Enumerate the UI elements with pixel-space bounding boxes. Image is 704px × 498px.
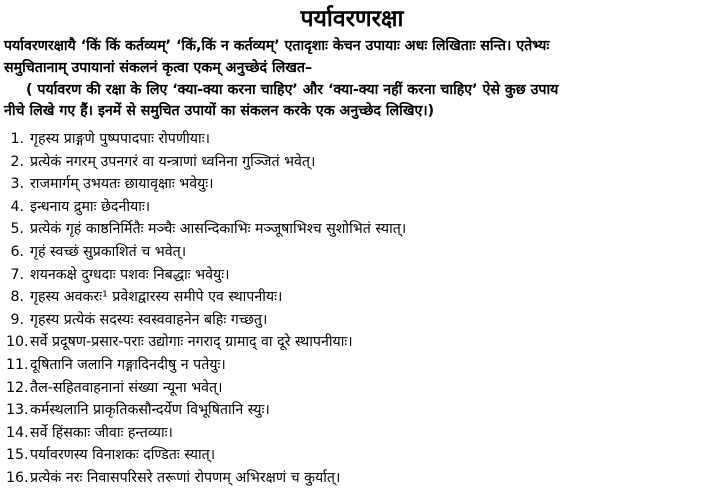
measures-list xyxy=(6,128,700,490)
item-number: 1. xyxy=(10,131,24,147)
item-number: 11. xyxy=(6,356,29,373)
item-text: प्रत्येकं नरः निवासपरिसरे तरूणां रोपणम् अभिरक्षणं च कुर्यात्। xyxy=(30,469,341,486)
item-number: 3. xyxy=(10,176,24,193)
list-item xyxy=(6,173,700,196)
list-item xyxy=(6,444,700,467)
item-number: 5. xyxy=(10,221,24,238)
instruction-line-1: पर्यावरणरक्षायै ‘किं किं कर्तव्यम्’ ‘किं,किं न कर्तव्यम्’ एतादृशाः केचन उपायाः अधः लिखिताः सन्ति। एतेभ्यः xyxy=(4,38,550,54)
item-text: सर्वे प्रदूषण-प्रसार-पराः उद्योगाः नगराद् ग्रामाद् वा दूरे स्थापनीयाः। xyxy=(30,334,353,351)
item-text: दूषितानि जलानि गङ्गादिनदीषु न पतेयुः। xyxy=(30,356,226,373)
item-text: प्रत्येकं गृहं काष्ठनिर्मितैः मञ्चैः आसन्दिकाभिः मञ्जूषाभिश्च सुशोभितं स्यात्। xyxy=(30,221,407,238)
item-text: गृहस्य प्राङ्गणे पुष्पपादपाः रोपणीयाः। xyxy=(30,131,210,147)
list-item xyxy=(6,196,700,219)
item-number: 6. xyxy=(10,243,24,260)
list-item xyxy=(6,377,700,400)
list-item xyxy=(6,354,700,377)
item-text: गृहस्य प्रत्येकं सदस्यः स्वस्ववाहनेन बहिः गच्छतु। xyxy=(30,311,268,328)
list-item xyxy=(6,467,700,490)
item-text: गृहस्य अवकरः¹ प्रवेशद्वारस्य समीपे एव स्थापनीयः। xyxy=(30,289,283,306)
list-item xyxy=(6,264,700,287)
item-text: सर्वे हिंसकाः जीवाः हन्तव्याः। xyxy=(30,424,173,441)
item-number: 4. xyxy=(10,198,24,215)
instruction-sanskrit xyxy=(4,35,700,79)
item-text: कर्मस्थलानि प्राकृतिकसौन्दर्येण विभूषितानि स्युः। xyxy=(30,402,270,419)
list-item xyxy=(6,128,700,151)
list-item xyxy=(6,151,700,174)
item-number: 16. xyxy=(6,469,29,486)
item-number: 15. xyxy=(6,447,29,464)
item-text: प्रत्येकं नगरम् उपनगरं वा यन्त्राणां ध्वनिना गुञ्जितं भवेत्। xyxy=(30,153,316,170)
item-number: 7. xyxy=(10,266,24,283)
list-item xyxy=(6,309,700,332)
list-item xyxy=(6,218,700,241)
item-number: 14. xyxy=(6,424,29,441)
list-item xyxy=(6,422,700,445)
item-number: 12. xyxy=(6,379,29,396)
hindi-note-line-1: ( पर्यावरण की रक्षा के लिए ‘क्या-क्या करना चाहिए’ और ‘क्या-क्या नहीं करना चाहिए’ ऐसे कुछ उपाय xyxy=(26,82,559,98)
list-item xyxy=(6,286,700,309)
item-text: गृहं स्वच्छं सुप्रकाशितं च भवेत्। xyxy=(30,243,187,260)
list-item xyxy=(6,241,700,264)
item-number: 9. xyxy=(10,311,24,328)
item-text: शयनकक्षे दुग्धदाः पशवः निबद्धाः भवेयुः। xyxy=(30,266,230,283)
list-item xyxy=(6,399,700,422)
item-number: 8. xyxy=(10,289,24,306)
item-number: 10. xyxy=(6,334,29,351)
instruction-line-2: समुचितानाम् उपायानां संकलनं कृत्वा एकम् अनुच्छेदं लिखत– xyxy=(4,60,313,76)
item-number: 2. xyxy=(10,153,24,170)
item-text: राजमार्गम् उभयतः छायावृक्षाः भवेयुः। xyxy=(30,176,214,193)
list-item xyxy=(6,331,700,354)
hindi-note-line-2: नीचे लिखे गए हैं। इनमें से समुचित उपायों का संकलन करके एक अनुच्छेद लिखिए।) xyxy=(4,103,435,119)
item-text: तैल-सहितवाहनानां संख्या न्यूना भवेत्। xyxy=(30,379,223,396)
item-number: 13. xyxy=(6,402,29,419)
page-title: पर्यावरणरक्षा xyxy=(300,6,404,32)
item-text: इन्धनाय द्रुमाः छेदनीयाः। xyxy=(30,198,151,215)
instruction-hindi xyxy=(4,80,700,122)
item-text: पर्यावरणस्य विनाशकः दण्डितः स्यात्। xyxy=(30,447,216,464)
